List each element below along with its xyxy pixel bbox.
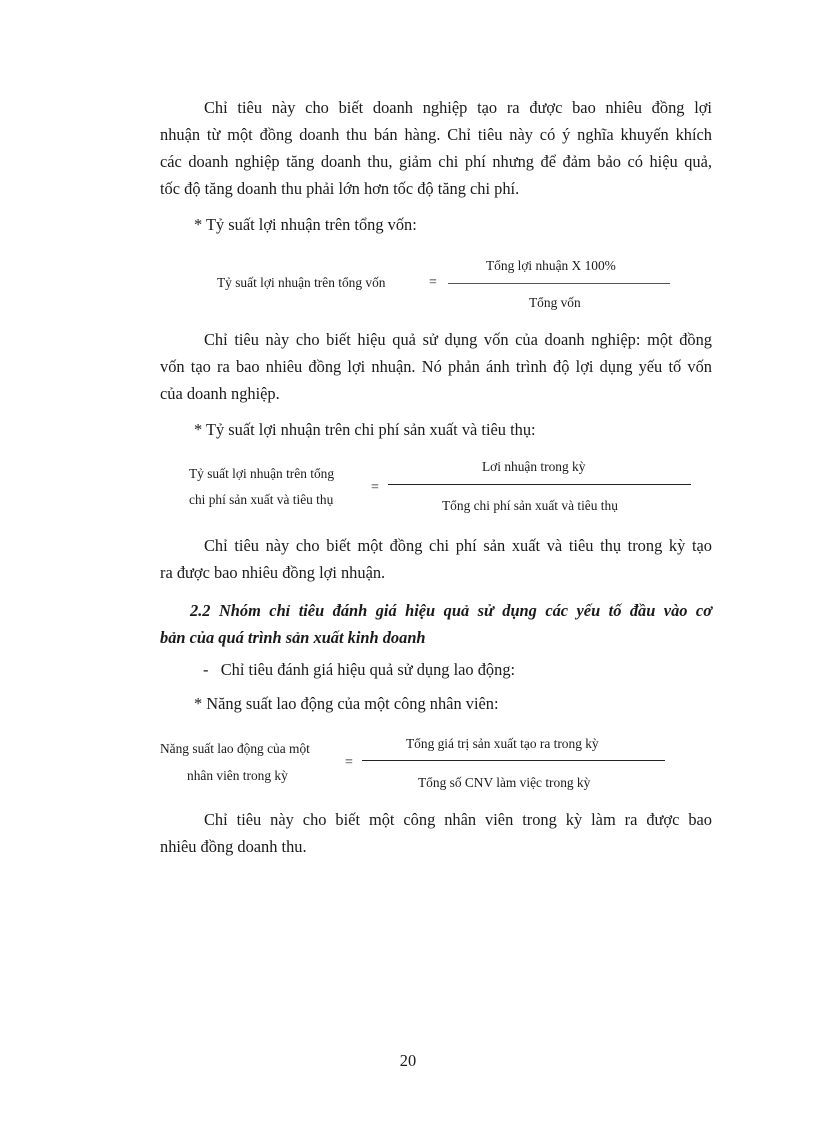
equals-sign: = — [371, 480, 379, 495]
paragraph-line: nhuận từ một đồng doanh thu bán hàng. Chỉ tiêu này có ý nghĩa khuyến khích — [160, 125, 712, 144]
paragraph-line: nhiêu đồng doanh thu. — [160, 837, 307, 856]
paragraph-line: Chỉ tiêu này cho biết một đồng chi phí sản xuất và tiêu thụ trong kỳ tạo — [204, 536, 712, 555]
formula-denominator: Tổng số CNV làm việc trong kỳ — [418, 775, 591, 790]
paragraph-line: Chỉ tiêu này cho biết hiệu quả sử dụng vốn của doanh nghiệp: một đồng — [204, 330, 712, 349]
fraction-bar — [362, 760, 665, 761]
formula-lhs-line1: Năng suất lao động của một — [160, 741, 310, 756]
bullet-profit-on-cost: * Tỷ suất lợi nhuận trên chi phí sản xuất và tiêu thụ: — [194, 420, 536, 439]
bullet-profit-on-capital: * Tỷ suất lợi nhuận trên tổng vốn: — [194, 215, 417, 234]
dash-item-labor-efficiency: - Chỉ tiêu đánh giá hiệu quả sử dụng lao động: — [203, 660, 516, 679]
page-number: 20 — [399, 1051, 417, 1070]
fraction-bar — [388, 484, 691, 485]
equals-sign: = — [429, 275, 437, 290]
heading-line: bản của quá trình sản xuất kinh doanh — [160, 628, 426, 647]
heading-line: 2.2 Nhóm chỉ tiêu đánh giá hiệu quả sử dụng các yếu tố đầu vào cơ — [190, 601, 712, 620]
section-heading-2-2 — [160, 597, 712, 651]
paragraph-cost-efficiency — [160, 532, 712, 586]
formula-lhs-line1: Tỷ suất lợi nhuận trên tổng — [189, 466, 335, 481]
equals-sign: = — [345, 755, 353, 770]
paragraph-line: Chỉ tiêu này cho biết doanh nghiệp tạo ra được bao nhiêu đồng lợi — [204, 98, 712, 117]
paragraph-line: của doanh nghiệp. — [160, 384, 280, 403]
paragraph-profit-on-revenue — [160, 94, 712, 202]
formula-numerator: Tổng giá trị sản xuất tạo ra trong kỳ — [406, 736, 599, 751]
formula-denominator: Tổng chi phí sản xuất và tiêu thụ — [442, 498, 618, 513]
paragraph-line: ra được bao nhiêu đồng lợi nhuận. — [160, 563, 386, 582]
formula-numerator: Tổng lợi nhuận X 100% — [486, 258, 616, 273]
paragraph-line: Chỉ tiêu này cho biết một công nhân viên trong kỳ làm ra được bao — [204, 810, 712, 829]
paragraph-capital-efficiency — [160, 326, 712, 407]
bullet-labor-productivity: * Năng suất lao động của một công nhân viên: — [194, 694, 499, 713]
formula-lhs-line2: chi phí sản xuất và tiêu thụ — [189, 492, 334, 507]
paragraph-line: vốn tạo ra bao nhiêu đồng lợi nhuận. Nó phản ánh trình độ lợi dụng yếu tố vốn — [160, 357, 712, 376]
formula-lhs-line2: nhân viên trong kỳ — [187, 768, 288, 783]
formula-denominator: Tổng vốn — [529, 295, 581, 310]
paragraph-line: các doanh nghiệp tăng doanh thu, giảm chi phí nhưng để đảm bảo có hiệu quả, — [160, 152, 712, 171]
formula-numerator: Lơi nhuận trong kỳ — [482, 459, 586, 474]
fraction-bar — [448, 283, 670, 284]
paragraph-line: tốc độ tăng doanh thu phải lớn hơn tốc độ tăng chi phí. — [160, 179, 520, 198]
formula-lhs: Tỷ suất lợi nhuận trên tổng vốn — [217, 275, 386, 290]
paragraph-labor-output — [160, 806, 712, 860]
